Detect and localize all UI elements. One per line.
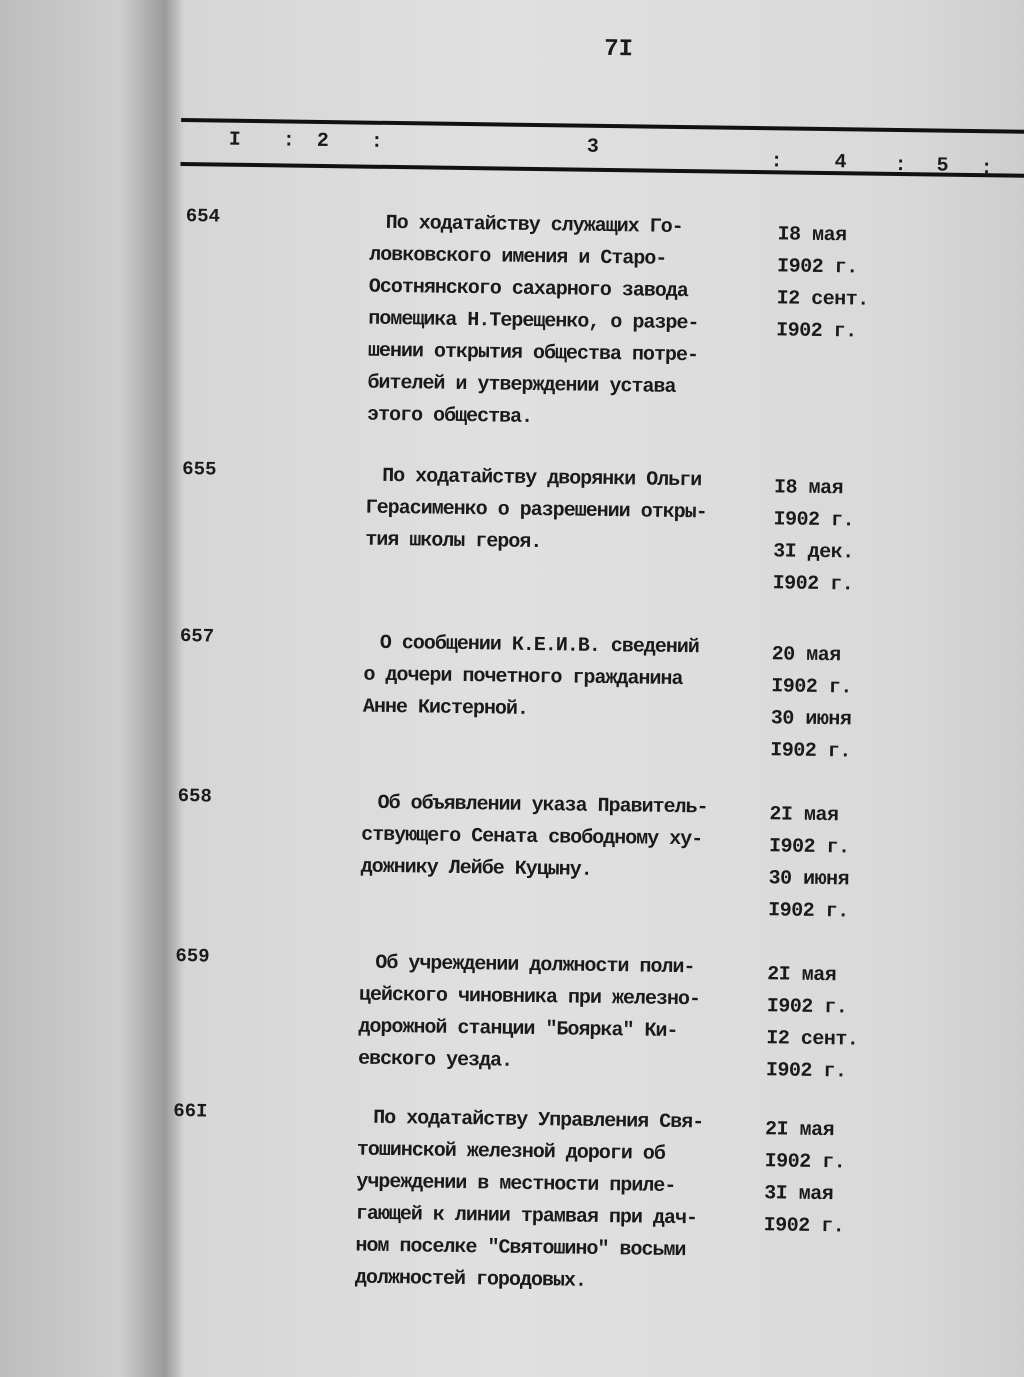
entry-657 xyxy=(179,625,900,764)
entry-description xyxy=(355,1103,758,1301)
separator: : xyxy=(980,157,993,181)
description-line: ствующего Сената свободному ху- xyxy=(360,823,703,852)
description-line: тошинской железной дороги об xyxy=(356,1138,665,1166)
description-line: тия школы героя. xyxy=(365,528,542,555)
description-line: учреждении в местности приле- xyxy=(356,1170,676,1199)
date-line: I902 г. xyxy=(770,739,852,764)
date-line: 2I мая xyxy=(764,1118,835,1143)
column-5-header: 5 xyxy=(936,154,949,178)
description-line: дожнику Лейбе Куцыну. xyxy=(360,855,592,882)
date-line: I8 мая xyxy=(777,223,847,248)
description-line: этого общества. xyxy=(366,403,533,429)
date-line: I902 г. xyxy=(763,1214,845,1239)
entry-659 xyxy=(175,945,896,1084)
description-line: О сообщении К.Е.И.В. сведений xyxy=(379,631,700,660)
entry-658 xyxy=(177,785,898,924)
description-line: Анне Кистерной. xyxy=(362,695,529,721)
description-line: евского уезда. xyxy=(357,1047,513,1073)
date-line: 2I мая xyxy=(769,803,839,828)
date-line: I902 г. xyxy=(764,1150,846,1175)
separator: : xyxy=(370,130,384,154)
date-line: I902 г. xyxy=(773,508,855,533)
description-line: помещика Н.Терещенко, о разре- xyxy=(368,307,699,336)
date-line: I902 г. xyxy=(772,572,854,597)
entry-number: 66I xyxy=(173,1099,208,1123)
date-line: 3I дек. xyxy=(772,540,854,565)
description-line: Осотнянского сахарного завода xyxy=(368,275,688,304)
entry-dates xyxy=(776,219,870,348)
entry-description xyxy=(363,628,764,730)
date-line: I902 г. xyxy=(765,1059,847,1084)
date-line: 2I мая xyxy=(767,963,837,988)
description-line: По ходатайству дворянки Ольги xyxy=(382,464,702,493)
entry-description xyxy=(367,208,770,438)
column-1-header: I xyxy=(228,128,242,152)
date-line: 30 июня xyxy=(770,707,852,732)
separator: : xyxy=(770,150,783,174)
entry-description xyxy=(360,788,761,890)
date-line: I902 г. xyxy=(776,255,858,280)
page-number: 7I xyxy=(603,35,634,64)
description-line: о дочери почетного гражданина xyxy=(363,663,683,692)
date-line: I8 мая xyxy=(773,476,844,501)
entry-description xyxy=(358,948,760,1082)
description-line: ловковского имения и Старо- xyxy=(369,243,667,271)
column-3-header: 3 xyxy=(586,135,599,159)
entry-number: 654 xyxy=(185,205,221,228)
date-line: 20 мая xyxy=(771,643,841,668)
description-line: Герасименко о разрешении откры- xyxy=(365,496,707,525)
separator: : xyxy=(282,129,296,153)
entry-655 xyxy=(182,458,902,597)
entry-number: 658 xyxy=(177,785,213,808)
date-line: 3I мая xyxy=(764,1182,834,1207)
date-line: I902 г. xyxy=(766,995,848,1020)
date-line: I902 г. xyxy=(771,675,852,700)
description-line: должностей городовых. xyxy=(354,1266,587,1293)
column-4-header: 4 xyxy=(834,151,847,175)
separator: : xyxy=(894,153,907,178)
entry-number: 657 xyxy=(179,625,215,648)
description-line: гающей к линии трамвая при дач- xyxy=(355,1202,698,1231)
description-line: цейского чиновника при железно- xyxy=(358,983,701,1012)
description-line: бителей и утверждении устава xyxy=(367,371,676,399)
description-line: ном поселке "Святошино" восьми xyxy=(355,1234,686,1263)
entry-66I xyxy=(173,1099,893,1293)
description-line: шении открытия общества потре- xyxy=(367,339,699,368)
description-line: дорожной станции "Боярка" Ки- xyxy=(358,1015,678,1044)
description-line: По ходатайству Управления Свя- xyxy=(373,1106,704,1135)
date-line: I902 г. xyxy=(767,899,849,924)
entry-description xyxy=(365,461,766,563)
entry-dates xyxy=(764,1114,846,1243)
date-line: I2 сент. xyxy=(776,287,869,312)
date-line: I2 сент. xyxy=(766,1027,859,1052)
description-line: Об объявлении указа Правитель- xyxy=(377,791,708,820)
description-line: По ходатайству служащих Го- xyxy=(385,211,683,240)
entry-dates xyxy=(768,799,850,928)
header-rule-top xyxy=(181,118,1024,134)
entry-number: 659 xyxy=(175,945,210,968)
date-line: 30 июня xyxy=(768,867,850,892)
entry-dates xyxy=(770,639,852,768)
entry-number: 655 xyxy=(182,458,217,481)
entry-654 xyxy=(185,205,906,429)
date-line: I902 г. xyxy=(776,319,857,344)
description-line: Об учреждении должности поли- xyxy=(375,951,695,980)
entry-dates xyxy=(772,472,854,601)
column-2-header: 2 xyxy=(316,129,330,154)
entry-dates xyxy=(766,959,860,1088)
date-line: I902 г. xyxy=(768,835,850,860)
